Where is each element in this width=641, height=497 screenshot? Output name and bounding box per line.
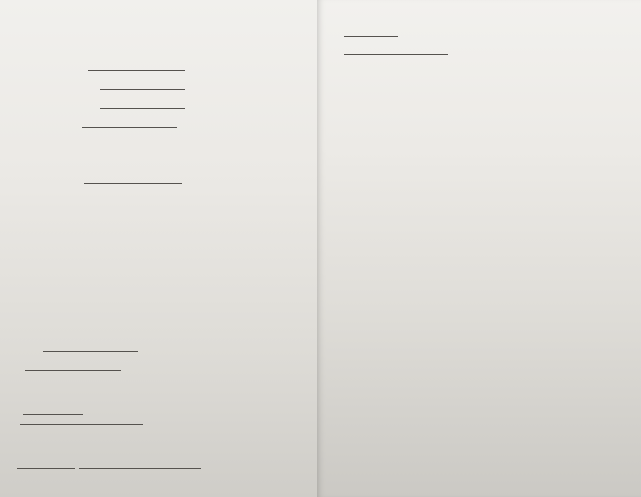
- party-a-id-blank[interactable]: [100, 89, 185, 90]
- left-page: [0, 0, 317, 497]
- party-a-phone-blank[interactable]: [100, 108, 185, 109]
- clause-4-line-1: [344, 25, 398, 37]
- clause-1-line-1: [43, 340, 138, 352]
- party-a-name-blank[interactable]: [88, 70, 185, 71]
- clause-3-amount-blank[interactable]: [17, 458, 75, 469]
- clause-3-line-2: [17, 457, 201, 469]
- clause-4-day-blank[interactable]: [344, 44, 360, 55]
- clause-2-line-3: [20, 413, 143, 425]
- clause-4-month-blank[interactable]: [374, 26, 398, 37]
- clause-1-amount-blank[interactable]: [43, 341, 138, 352]
- clause-2-amount-words-blank[interactable]: [20, 414, 143, 425]
- clause-4-line-2: [344, 43, 448, 55]
- clause-3-amount-words-blank[interactable]: [79, 458, 201, 469]
- party-b-address-blank[interactable]: [84, 183, 182, 184]
- clause-1-amount-words-blank[interactable]: [25, 360, 121, 371]
- right-page: [317, 0, 641, 497]
- clause-4-year-blank[interactable]: [344, 26, 374, 37]
- clause-4-account-blank[interactable]: [360, 44, 448, 55]
- clause-1-line-2: [25, 359, 121, 371]
- party-a-address-blank[interactable]: [82, 127, 177, 128]
